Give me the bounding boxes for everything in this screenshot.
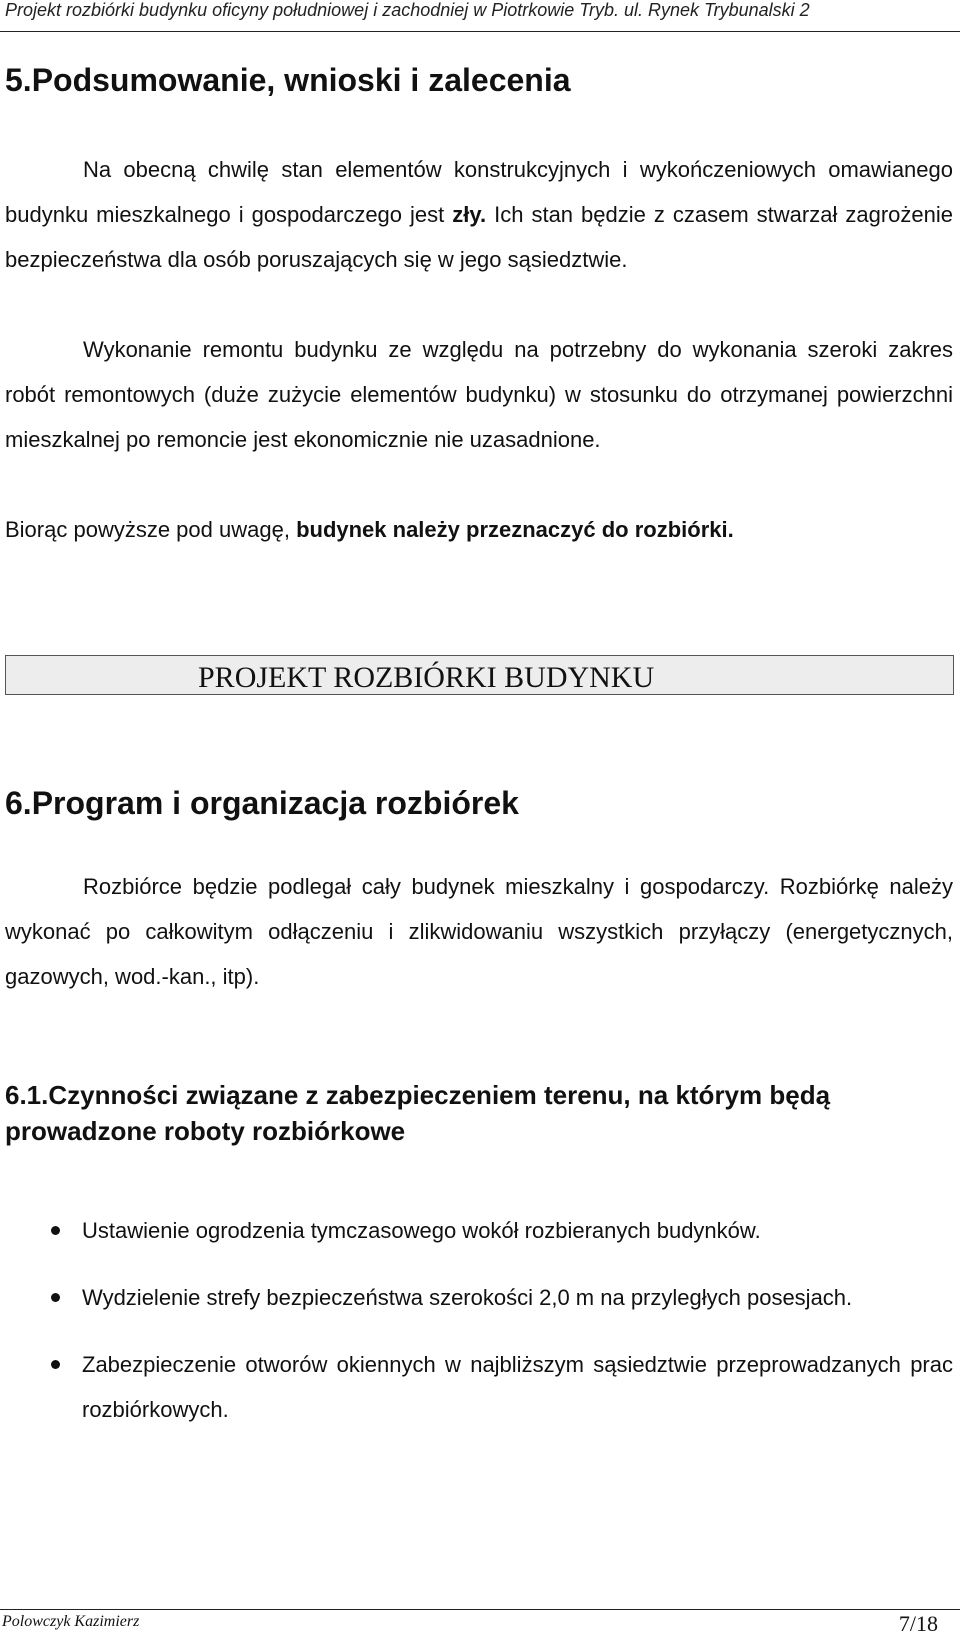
list-item xyxy=(5,1275,953,1320)
footer-divider xyxy=(0,1609,960,1610)
page-number: 7/18 xyxy=(898,1611,938,1636)
p3-bold-conclusion: budynek należy przeznaczyć do rozbiórki. xyxy=(296,517,734,542)
section-5-heading: 5.Podsumowanie, wnioski i zalecenia xyxy=(5,62,571,98)
p3-text: Biorąc powyższe pod uwagę, xyxy=(5,517,297,542)
project-banner-title: PROJEKT ROZBIÓRKI BUDYNKU xyxy=(198,661,655,694)
section-5-paragraph-2: Wykonanie remontu budynku ze względu na potrzebny do wykonania szeroki zakres robót remontowych (duże zużycie elementów budynku) w stosunku do otrzymanej powierzchni mieszkalnej po remoncie jest ekonomicznie nie uzasadnione. xyxy=(5,337,953,452)
section-5-paragraph-3 xyxy=(5,507,953,552)
section-6-paragraph: Rozbiórce będzie podlegał cały budynek mieszkalny i gospodarczy. Rozbiórkę należy wykonać po całkowitym odłączeniu i zlikwidowaniu wszystkich przyłączy (energetycznych, gazowych, wod.-kan., itp). xyxy=(5,874,953,989)
bullet-icon xyxy=(51,1293,60,1302)
p1-text-a: Na obecną chwilę stan elementów konstrukcyjnych i wykończeniowych omawianego budynku mieszkalnego i gospodarczego jest xyxy=(5,157,953,227)
p1-text-b: Ich stan będzie z czasem stwarzał zagrożenie bezpieczeństwa dla osób poruszających się w jego sąsiedztwie. xyxy=(5,202,953,272)
list-item-text: Ustawienie ogrodzenia tymczasowego wokół rozbieranych budynków. xyxy=(82,1218,761,1243)
list-item xyxy=(5,1342,953,1432)
header-divider xyxy=(0,31,960,32)
safety-measures-list xyxy=(5,1208,953,1432)
bullet-icon xyxy=(51,1360,60,1369)
list-item-text: Zabezpieczenie otworów okiennych w najbliższym sąsiedztwie przeprowadzanych prac rozbiórkowych. xyxy=(82,1352,953,1422)
running-header: Projekt rozbiórki budynku oficyny południowej i zachodniej w Piotrkowie Tryb. ul. Rynek Trybunalski 2 xyxy=(5,0,810,20)
p1-bold-word: zły. xyxy=(452,202,487,227)
footer-author: Polowczyk Kazimierz xyxy=(2,1613,140,1630)
list-item-text: Wydzielenie strefy bezpieczeństwa szerokości 2,0 m na przyległych posesjach. xyxy=(82,1285,853,1310)
section-5-paragraph-1 xyxy=(5,147,953,282)
list-item xyxy=(5,1208,953,1253)
section-6-heading: 6.Program i organizacja rozbiórek xyxy=(5,785,519,821)
bullet-icon xyxy=(51,1226,60,1235)
section-6-1-heading: 6.1.Czynności związane z zabezpieczeniem terenu, na którym będą prowadzone roboty rozbiórkowe xyxy=(5,1080,831,1146)
project-banner xyxy=(5,655,954,695)
